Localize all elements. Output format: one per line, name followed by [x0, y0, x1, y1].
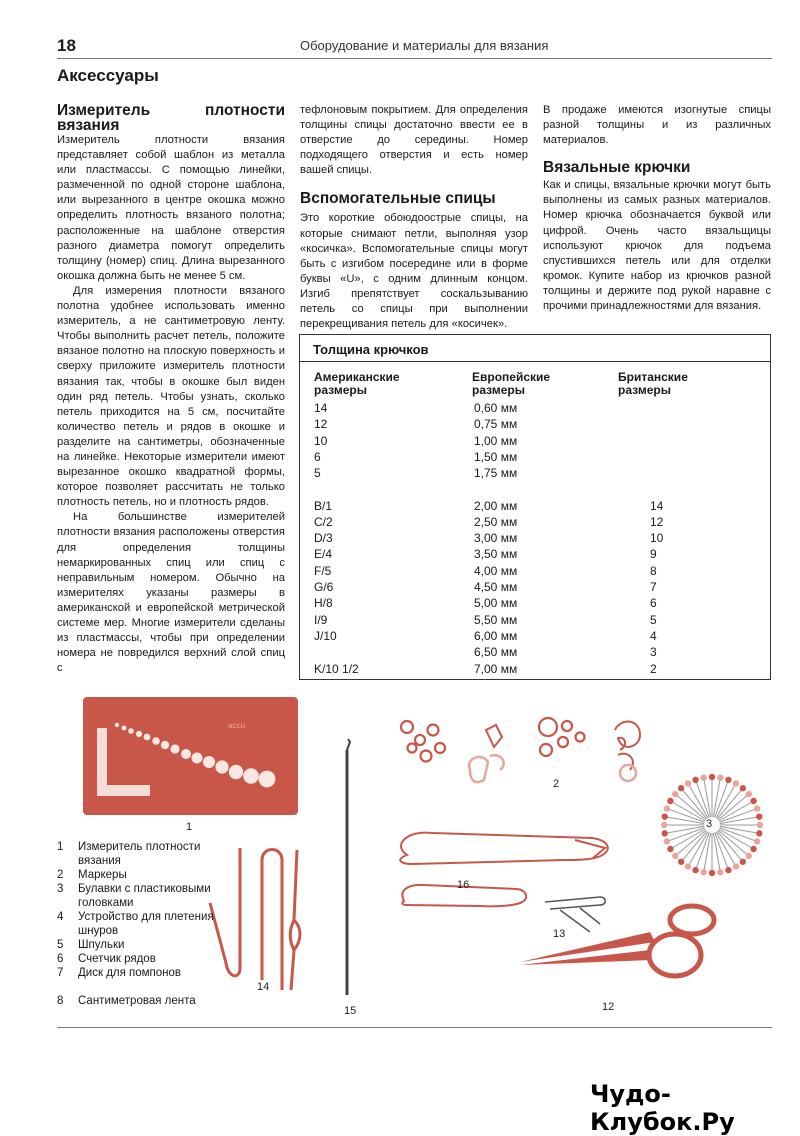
- pin-head: [717, 869, 723, 875]
- pin-head: [757, 822, 763, 828]
- pin-head: [746, 853, 752, 859]
- pin-head: [692, 777, 698, 783]
- photo-label: 2: [553, 778, 560, 790]
- pin-head: [667, 798, 673, 804]
- column-1: [57, 103, 285, 676]
- paragraph: тефлоновым покрытием. Для определения толщины спицы достаточно ввести ее в отверстие до середины. Номер подходящего отверстия и есть номер вашей спицы.: [300, 104, 528, 177]
- table-cell: 1,50 мм: [474, 449, 518, 464]
- column-header-eu: Европейские размеры: [472, 370, 551, 397]
- table-cell: 1,00 мм: [474, 433, 518, 448]
- caption-number: 7: [57, 967, 64, 979]
- crochet-hook-illustration: [347, 739, 350, 995]
- pin-head: [750, 798, 756, 804]
- photo-label: 16: [457, 879, 470, 891]
- pin-head: [667, 846, 673, 852]
- section-title: Аксессуары: [57, 66, 159, 85]
- table-cell: 12: [314, 417, 328, 432]
- pin-head: [740, 785, 746, 791]
- caption-number: 6: [57, 953, 64, 965]
- table-cell: C/2: [314, 514, 333, 529]
- paragraph: Как и спицы, вязальные крючки могут быть выполнены из самых разных материалов. Номер крючка обозначается буквой или цифрой. Очень часто вязальщицы используют крючок для подъема спустившихся петель или для отделки кромок. Купите набор из крючков разной толщины и держите под рукой наравне с прочими принадлежностями для вязания.: [543, 179, 771, 313]
- pin-head: [662, 813, 668, 819]
- column-header-uk: Британские размеры: [618, 370, 688, 397]
- pin-head: [678, 859, 684, 865]
- column-header-us: Американские размеры: [314, 370, 400, 397]
- table-cell: F/5: [314, 563, 332, 578]
- photo-label: 12: [602, 1001, 615, 1013]
- column-2: [300, 103, 528, 332]
- pin-head: [700, 869, 706, 875]
- table-cell: 6,00 мм: [474, 628, 518, 643]
- footer-rule: [57, 1027, 772, 1028]
- pin-head: [672, 791, 678, 797]
- table-cell: J/10: [314, 628, 337, 643]
- pin-head: [678, 785, 684, 791]
- pin-head: [709, 870, 715, 876]
- pin-head: [664, 838, 670, 844]
- table-cell: 2,00 мм: [474, 498, 518, 513]
- pin-head: [725, 777, 731, 783]
- table-cell: 10: [650, 531, 664, 546]
- pin-head: [685, 863, 691, 869]
- column-3: [543, 103, 771, 314]
- table-cell: 10: [314, 433, 328, 448]
- table-cell: H/8: [314, 596, 333, 611]
- header-rule: [57, 58, 772, 59]
- table-cell: 6,50 мм: [474, 645, 518, 660]
- pin-head: [754, 805, 760, 811]
- table-cell: 3: [650, 645, 657, 660]
- paragraph: Это короткие обоюдоострые спицы, на которые снимают петли, выполняя узор «косичка». Вспомогательные спицы могут быть с изгибом посередине или в форме буквы «U», с одним длинным концом. Изгиб препятствует соскальзыванию петель со спицы при выполнении перекрещивания петель для «косичек».: [300, 212, 528, 331]
- paragraph: Измеритель плотности вязания представляет собой шаблон из металла или пластмассы. С помощью линейки, размеченной по одной стороне шаблона, или вырезанного в центре окошка можно определить плотность вязаного полотна; расположенные на шаблоне отверстия разного диаметра помогут определить толщину (номер) спиц. Длина вырезанного окошка должна быть не менее 5 см.: [57, 134, 285, 282]
- photo-label: 15: [344, 1005, 357, 1017]
- photo-label: 1: [186, 821, 193, 833]
- table-cell: 0,60 мм: [474, 401, 518, 415]
- table-cell: 3,50 мм: [474, 547, 518, 562]
- paragraph: На большинстве измерителей плотности вязания расположены отверстия для определения толщины немаркированных спиц или спиц с неправильным номером. Обычно на измерителях указаны размеры в американской и европейской метрической системе мер. Многие измерители сделаны из пластмассы, чтобы при определении номера не повредился верхний слой спиц с: [57, 511, 285, 675]
- table-cell: 12: [650, 514, 664, 529]
- caption-number: 1: [57, 841, 64, 853]
- table-cell: 4: [650, 628, 657, 643]
- table-cell: 1,75 мм: [474, 466, 518, 481]
- caption-text: Устройство для плетения шнуров: [78, 911, 214, 937]
- paragraph: В продаже имеются изогнутые спицы разной толщины и из различных материалов.: [543, 104, 771, 147]
- table-cell: B/1: [314, 498, 333, 513]
- paragraph: Для измерения плотности вязаного полотна удобнее использовать именно измеритель, а не сантиметровую ленту. Чтобы выполнить расчет петель, положите вязаное полотно на плоскую поверхность и сверху приложите измеритель плотности вязания так, чтобы в окошке был виден один ряд петель. Чтобы узнать, сколько петель приходится на 5 см, посчитайте количество петель и рядов в окошке и разделите на сантиметры, обозначенные на линейке. Некоторые измерители имеют вырезанное окошко квадратной формы, которое позволяет рассчитать не только плотность петель, но и плотность рядов.: [57, 284, 285, 509]
- caption-text: Счетчик рядов: [78, 953, 156, 965]
- table-cell: I/9: [314, 612, 328, 627]
- heading-cable-needles: Вспомогательные спицы: [300, 190, 496, 208]
- pin-head: [733, 863, 739, 869]
- photo-label: 3: [706, 818, 713, 830]
- table-cell: 5,50 мм: [474, 612, 518, 627]
- pin-head: [756, 813, 762, 819]
- scissors-illustration: [520, 906, 714, 976]
- hook-size-table: [299, 334, 771, 680]
- heading-crochet-hooks: Вязальные крючки: [543, 159, 691, 177]
- pin-head: [756, 830, 762, 836]
- pin-head: [709, 774, 715, 780]
- caption-number: 5: [57, 939, 64, 951]
- table-title-rule: [300, 361, 770, 362]
- pin-head: [692, 867, 698, 873]
- page-number: 18: [57, 36, 76, 55]
- running-title: Оборудование и материалы для вязания: [300, 38, 549, 53]
- pin-head: [662, 830, 668, 836]
- pin-head: [661, 822, 667, 828]
- safety-pins-illustration: [545, 897, 605, 932]
- table-cell: 2,50 мм: [474, 514, 518, 529]
- table-cell: 4,00 мм: [474, 563, 518, 578]
- pin-head: [733, 780, 739, 786]
- caption-text: Сантиметровая лента: [78, 995, 196, 1007]
- pin-head: [685, 780, 691, 786]
- caption-text: Диск для помпонов: [78, 967, 182, 979]
- table-cell: 5,00 мм: [474, 596, 518, 611]
- caption-text: Шпульки: [78, 939, 125, 951]
- caption-number: 8: [57, 995, 64, 1007]
- table-cell: 5: [650, 612, 657, 627]
- table-cell: D/3: [314, 531, 333, 546]
- caption-text: Булавки с пластиковыми головками: [78, 883, 211, 909]
- table-cell: 6: [650, 596, 657, 611]
- heading-gauge: Измеритель плотности вязания: [57, 102, 285, 134]
- table-cell: G/6: [314, 580, 334, 594]
- pin-head: [717, 775, 723, 781]
- photo-label: 14: [257, 981, 270, 993]
- caption-number: 3: [57, 883, 64, 895]
- watermark: Чудо-Клубок.Ру: [590, 1080, 735, 1136]
- pin-head: [664, 805, 670, 811]
- svg-text:accu: accu: [228, 721, 245, 730]
- pin-head: [754, 838, 760, 844]
- table-cell: K/10 1/2: [314, 661, 359, 676]
- table-cell: 2: [650, 661, 657, 676]
- table-cell: 0,75 мм: [474, 417, 518, 432]
- photo-label: 13: [553, 928, 566, 940]
- pin-head: [746, 791, 752, 797]
- caption-text: Маркеры: [78, 869, 127, 881]
- table-cell: 6: [314, 449, 321, 464]
- caption-number: 2: [57, 869, 64, 881]
- table-cell: 8: [650, 563, 657, 578]
- table-title: Толщина крючков: [313, 342, 429, 357]
- caption-list: [57, 840, 237, 1010]
- pin-head: [740, 859, 746, 865]
- pin-head: [750, 846, 756, 852]
- pin-head: [725, 867, 731, 873]
- stitch-holder-illustration: [400, 833, 608, 907]
- table-cell: 4,50 мм: [474, 580, 518, 594]
- table-cell: 5: [314, 466, 321, 481]
- table-cell: 14: [650, 498, 664, 513]
- caption-text: Измеритель плотности вязания: [78, 841, 201, 867]
- table-cell: 3,00 мм: [474, 531, 518, 546]
- markers-illustration: [401, 718, 640, 770]
- caption-number: 4: [57, 911, 64, 923]
- table-cell: 7,00 мм: [474, 661, 518, 676]
- table-cell: 9: [650, 547, 657, 562]
- gauge-tool-illustration: [83, 697, 298, 815]
- pin-head: [672, 853, 678, 859]
- table-cell: 7: [650, 580, 657, 594]
- table-cell: E/4: [314, 547, 333, 562]
- pin-head: [700, 775, 706, 781]
- table-cell: 14: [314, 401, 328, 415]
